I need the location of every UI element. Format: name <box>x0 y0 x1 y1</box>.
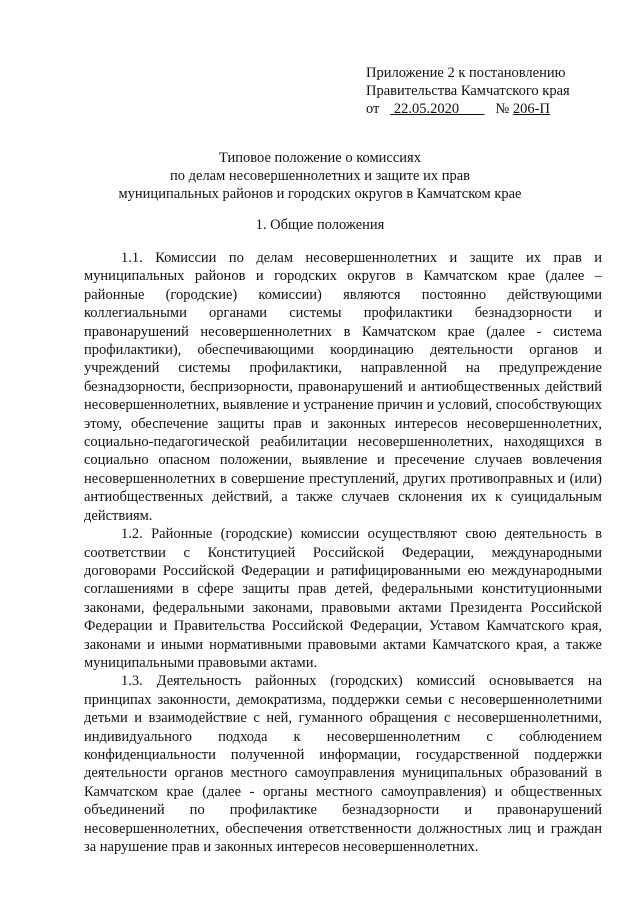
paragraph-1-2: 1.2. Районные (городские) комиссии осуществляют свою деятельность в соответствии с Конституцией Российской Федерации, международными договорами Российской Федерации и ратифицированными ею международными соглашениями в сфере защиты прав детей, федеральными конституционными законами, федеральными законами, правовыми актами Президента Российской Федерации и Правительства Российской Федерации, Уставом Камчатского края, законами и иными нормативными правовыми актами Камчатского края, а также муниципальными правовыми актами. <box>84 526 602 671</box>
section-heading: 1. Общие положения <box>255 217 385 233</box>
title-line-3: муниципальных районов и городских округов в Камчатском крае <box>118 186 522 202</box>
from-label: от <box>366 101 380 117</box>
document-body <box>84 249 602 856</box>
title-line-2: по делам несовершеннолетних и защите их прав <box>170 168 470 184</box>
number-label: № <box>495 101 510 117</box>
document-title <box>0 149 640 203</box>
header-line-3 <box>366 100 570 118</box>
header-line-1: Приложение 2 к постановлению <box>366 65 566 81</box>
paragraph-1-1: 1.1. Комиссии по делам несовершеннолетних и защите их прав и муниципальных районов и городских округов в Камчатском крае (далее – районные (городские) комиссии) являются постоянно действующими коллегиальными органами системы профилактики безнадзорности и правонарушений несовершеннолетних в Камчатском крае (далее - система профилактики), обеспечивающими координацию деятельности органов и учреждений системы профилактики, направленной на предупреждение безнадзорности, беспризорности, правонарушений и антиобщественных действий несовершеннолетних, выявление и устранение причин и условий, способствующих этому, обеспечение защиты прав и законных интересов несовершеннолетних, социально-педагогической реабилитации несовершеннолетних, находящихся в социально опасном положении, выявление и пресечение случаев вовлечения несовершеннолетних в совершение преступлений, других противоправных и (или) антиобщественных действий, а также случаев склонения их к суицидальным действиям. <box>84 250 602 524</box>
header-line-2: Правительства Камчатского края <box>366 83 570 99</box>
paragraph-1-3: 1.3. Деятельность районных (городских) комиссий основывается на принципах законности, демократизма, поддержки семьи с несовершеннолетними детьми и взаимодействие с ней, гуманного обращения с несовершеннолетними, индивидуального подхода к несовершеннолетним с соблюдением конфиденциальности полученной информации, государственной поддержки деятельности органов местного самоуправления муниципальных образований в Камчатском крае (далее - органы местного самоуправления) и общественных объединений по профилактике безнадзорности и правонарушений несовершеннолетних, обеспечения ответственности должностных лиц и граждан за нарушение прав и законных интересов несовершеннолетних. <box>84 673 602 855</box>
decree-number: 206-П <box>512 101 550 117</box>
title-line-1: Типовое положение о комиссиях <box>219 150 421 166</box>
decree-date: 22.05.2020 <box>393 101 460 117</box>
appendix-header <box>366 64 570 118</box>
